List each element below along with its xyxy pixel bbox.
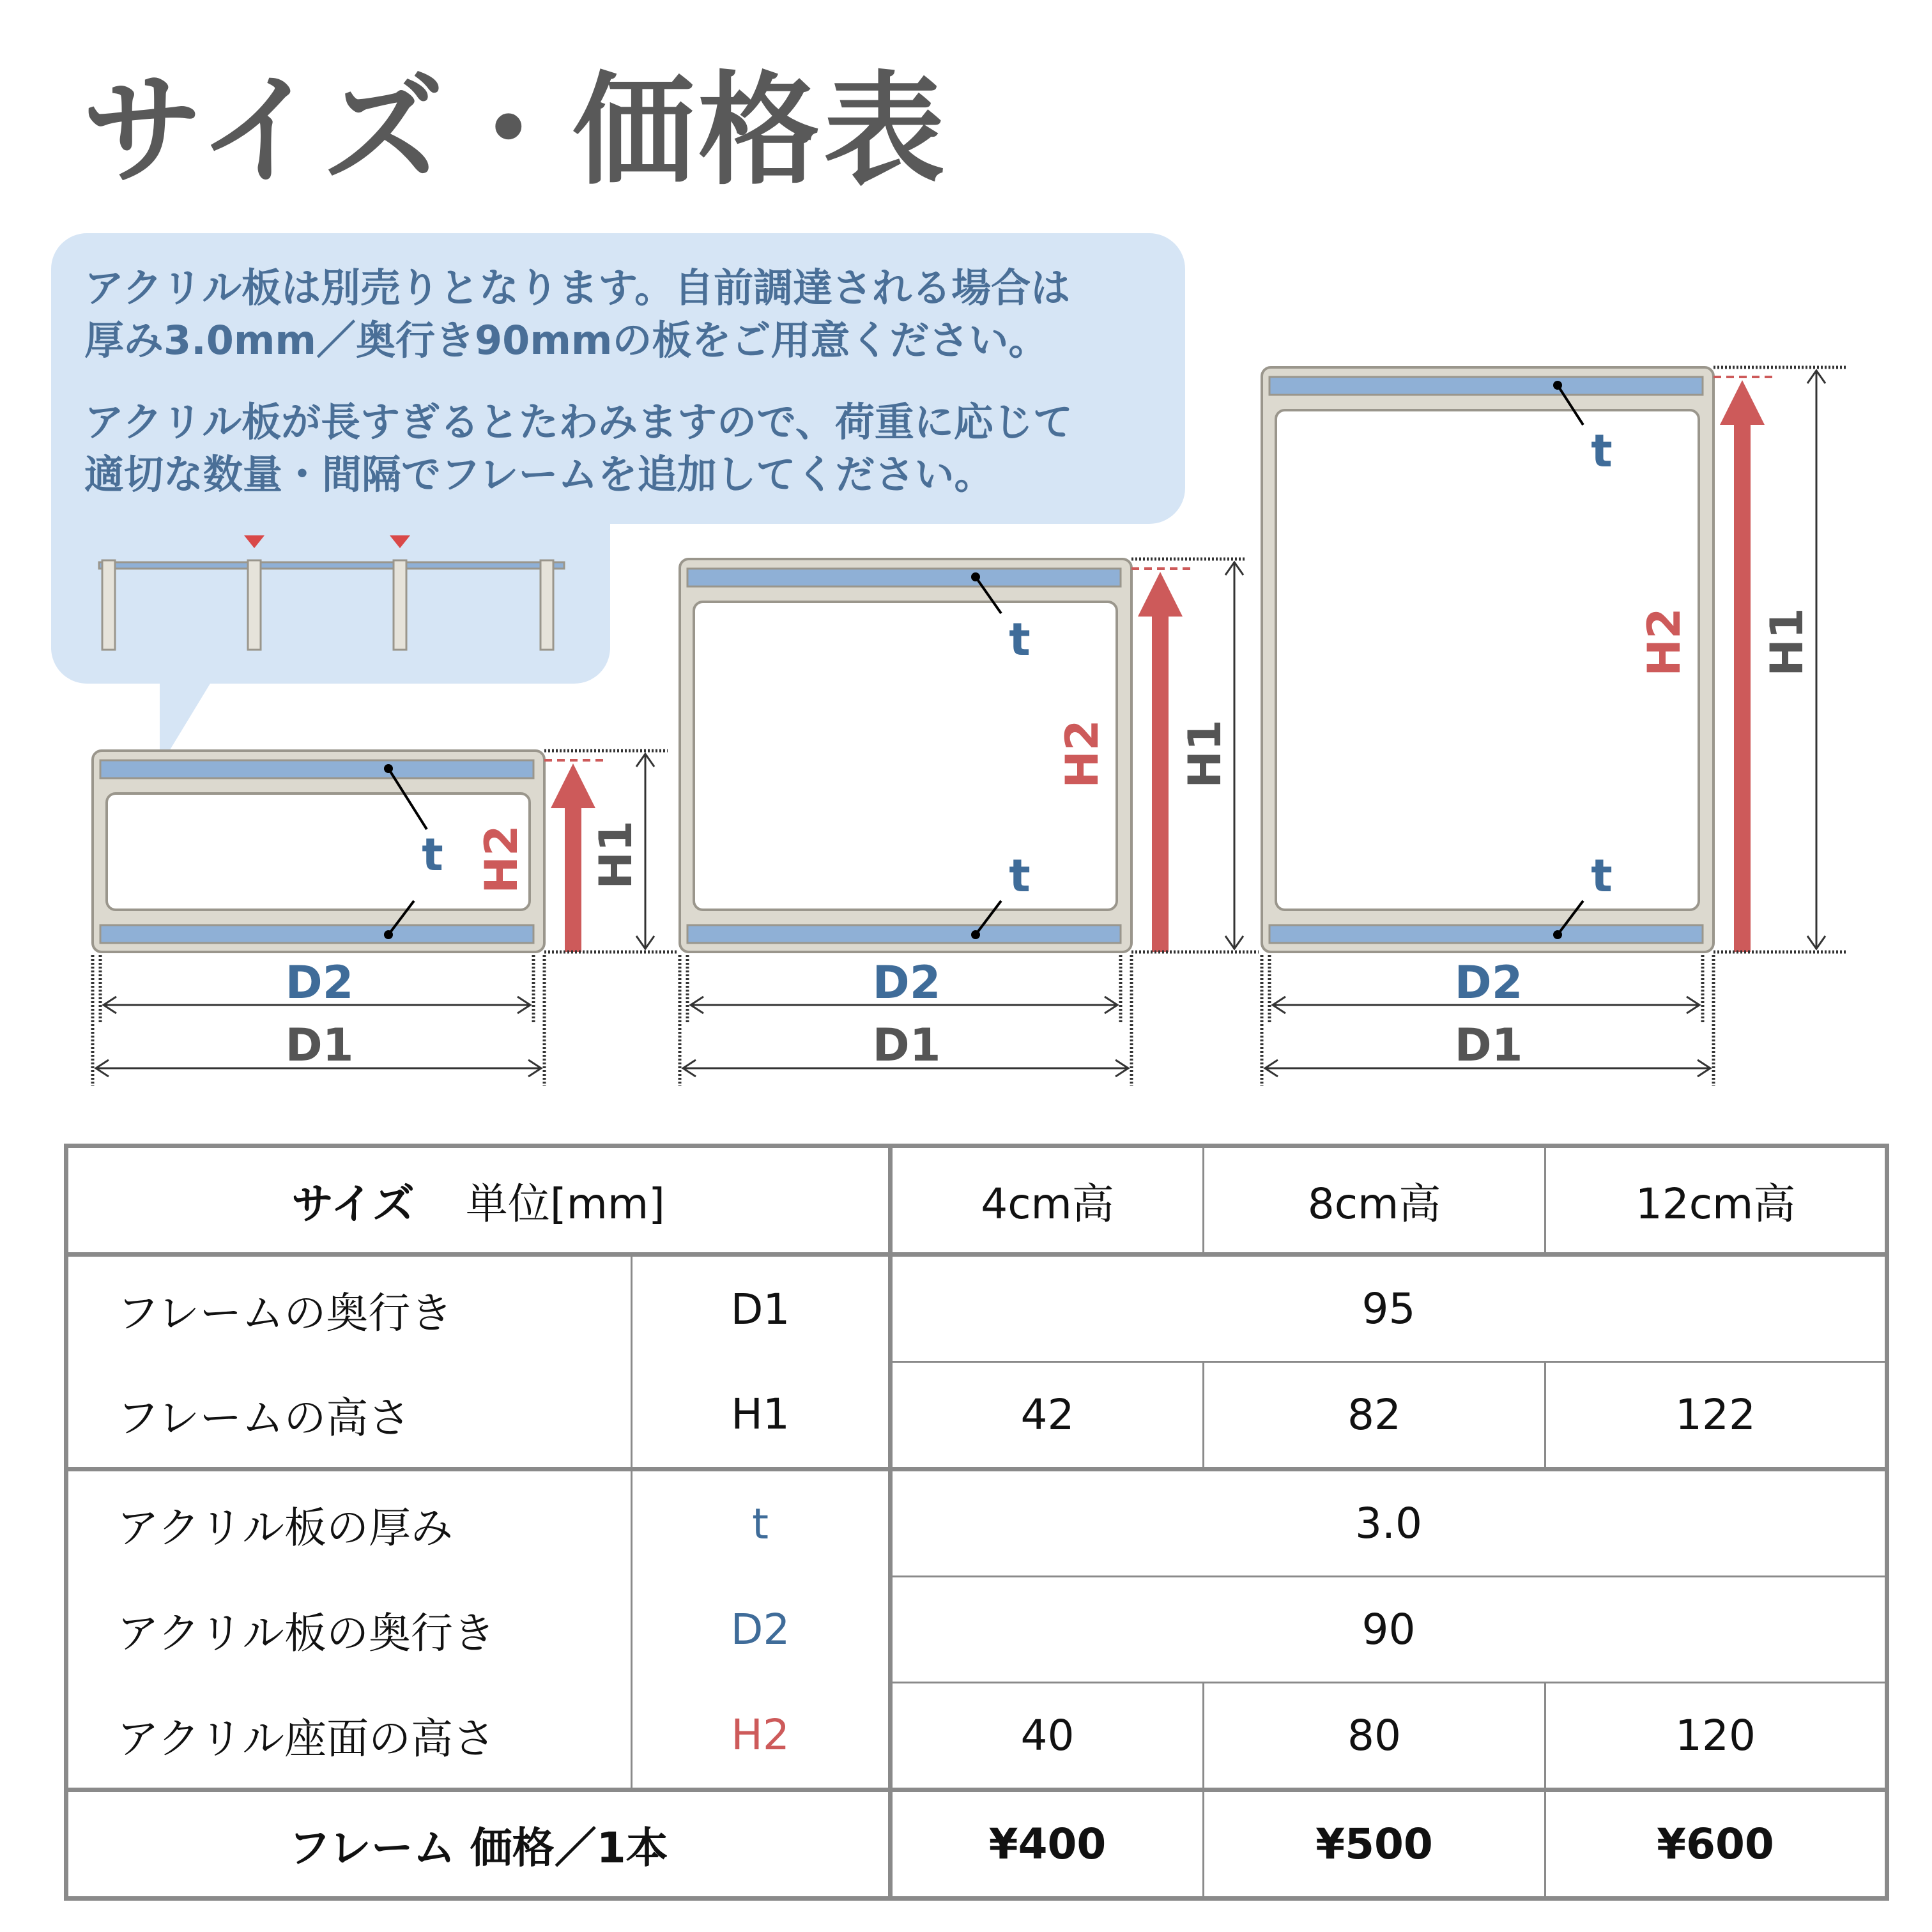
t-label: t	[1591, 425, 1613, 477]
row-value: 3.0	[891, 1469, 1887, 1577]
t-label: t	[422, 829, 443, 881]
d1-label: D1	[872, 1019, 941, 1071]
acrylic-plate	[100, 760, 533, 778]
row-label: アクリル座面の高さ	[66, 1683, 632, 1790]
price-row	[66, 1790, 1887, 1899]
size-price-table	[64, 1144, 1889, 1901]
d1-label: D1	[285, 1019, 354, 1071]
acrylic-plate	[687, 925, 1121, 943]
h1-label: H1	[1761, 608, 1813, 677]
row-label: フレームの高さ	[66, 1362, 632, 1469]
row-value: 122	[1545, 1362, 1887, 1469]
size-unit-header	[66, 1146, 891, 1255]
note-line: 厚み3.0mm／奥行き90mmの板をご用意ください。	[84, 317, 1048, 364]
d2-label: D2	[285, 956, 354, 1009]
frame-12cm-diagram	[1262, 367, 1846, 1086]
price-label: フレーム 価格／1本	[66, 1790, 891, 1899]
t-label: t	[1591, 850, 1613, 902]
table-row	[66, 1362, 1887, 1469]
h2-label: H2	[1638, 608, 1690, 677]
note-line: アクリル板が長すぎるとたわみますので、荷重に応じて	[84, 399, 1073, 445]
h1-label: H1	[590, 820, 642, 889]
h1-label: H1	[1179, 719, 1231, 788]
d1-label: D1	[1454, 1019, 1523, 1071]
h2-label: H2	[475, 825, 528, 894]
row-value: 80	[1204, 1683, 1545, 1790]
table-row	[66, 1469, 1887, 1577]
acrylic-plate	[687, 569, 1121, 586]
row-value: 42	[891, 1362, 1204, 1469]
h2-label: H2	[1056, 719, 1108, 788]
acrylic-plate	[1269, 925, 1703, 943]
table-header-row	[66, 1146, 1887, 1255]
acrylic-plate	[100, 925, 533, 943]
size-header: サイズ	[291, 1179, 415, 1229]
row-value: 90	[891, 1577, 1887, 1683]
row-symbol: H2	[632, 1683, 891, 1790]
price-12cm: ¥600	[1545, 1790, 1887, 1899]
acrylic-sold-separately-note	[84, 262, 1070, 367]
row-label: フレームの奥行き	[66, 1255, 632, 1362]
row-label: アクリル板の奥行き	[66, 1577, 632, 1683]
table-row	[66, 1683, 1887, 1790]
d2-label: D2	[872, 956, 941, 1009]
note-line: 適切な数量・間隔でフレームを追加してください。	[84, 451, 994, 498]
acrylic-plate	[1269, 377, 1703, 395]
note-line: アクリル板は別売りとなります。自前調達される場合は	[84, 264, 1071, 311]
frame-8cm-diagram	[680, 559, 1259, 1086]
add-frame-note	[84, 396, 1073, 501]
row-value: 82	[1204, 1362, 1545, 1469]
column-header-8cm: 8cm高	[1204, 1146, 1545, 1255]
row-symbol: t	[632, 1469, 891, 1577]
d2-label: D2	[1454, 956, 1523, 1009]
price-8cm: ¥500	[1204, 1790, 1545, 1899]
column-header-12cm: 12cm高	[1545, 1146, 1887, 1255]
row-value: 120	[1545, 1683, 1887, 1790]
unit-header: 単位[mm]	[465, 1179, 665, 1229]
t-label: t	[1009, 613, 1031, 666]
table-row	[66, 1255, 1887, 1362]
row-value: 95	[891, 1255, 1887, 1362]
page-title: サイズ・価格表	[82, 60, 949, 201]
price-4cm: ¥400	[891, 1790, 1204, 1899]
row-symbol: D1	[632, 1255, 891, 1362]
t-label: t	[1009, 850, 1031, 902]
frame-4cm-diagram	[93, 751, 677, 1086]
row-symbol: H1	[632, 1362, 891, 1469]
row-symbol: D2	[632, 1577, 891, 1683]
row-label: アクリル板の厚み	[66, 1469, 632, 1577]
table-row	[66, 1577, 1887, 1683]
column-header-4cm: 4cm高	[891, 1146, 1204, 1255]
row-value: 40	[891, 1683, 1204, 1790]
